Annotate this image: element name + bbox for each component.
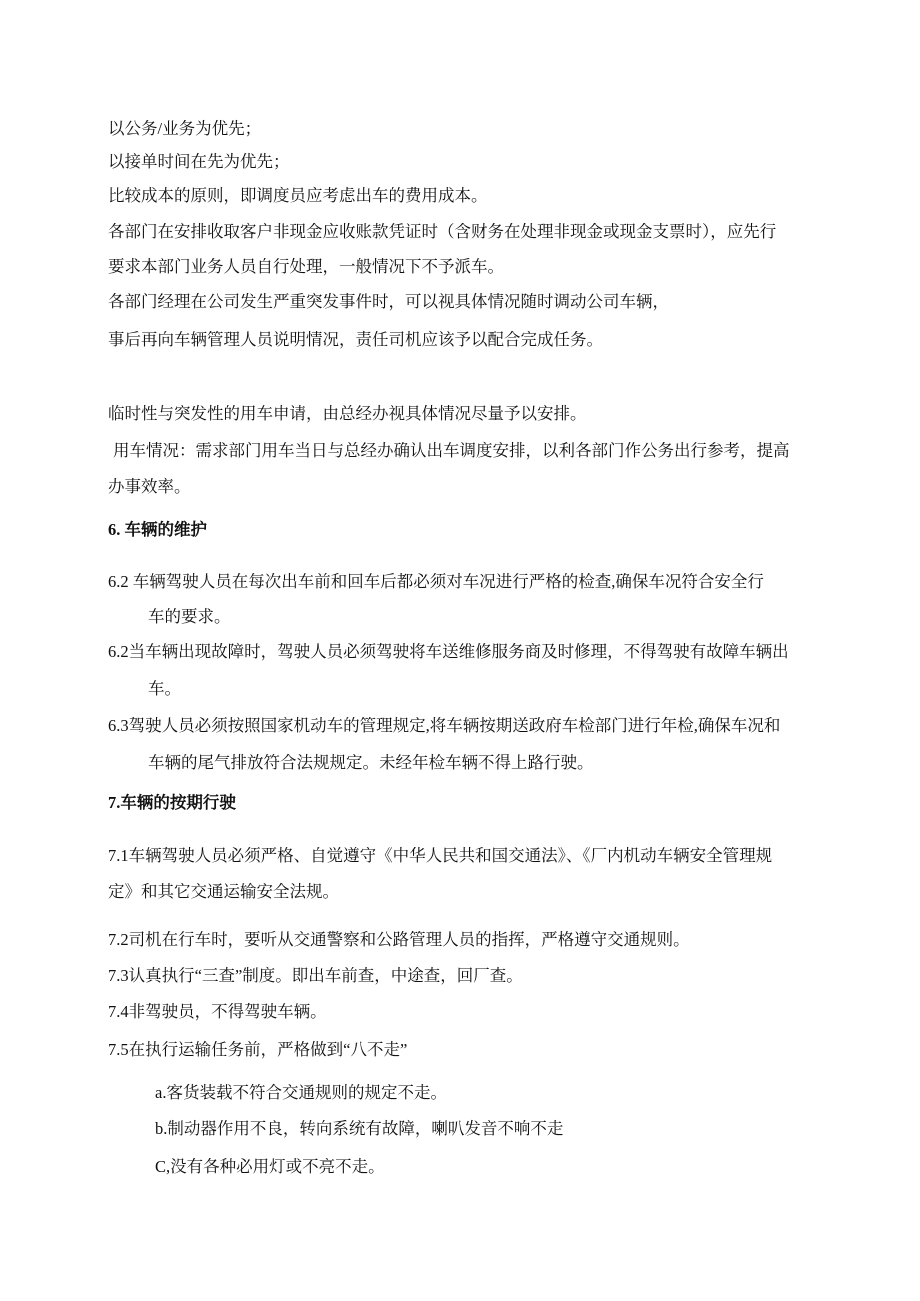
paragraph-line: 要求本部门业务人员自行处理，一般情况下不予派车。 (108, 257, 504, 276)
paragraph-line: 各部门在安排收取客户非现金应收账款凭证时（含财务在处理非现金或现金支票时），应先行 (108, 222, 777, 241)
paragraph-line: 用车情况：需求部门用车当日与总经办确认出车调度安排，以利各部门作公务出行参考，提高 (113, 441, 790, 460)
sub-item: a.客货装载不符合交通规则的规定不走。 (155, 1083, 447, 1102)
list-item: 7.5在执行运输任务前，严格做到“八不走” (108, 1040, 408, 1059)
list-item-continuation: 车辆的尾气排放符合法规规定。未经年检车辆不得上路行驶。 (148, 753, 594, 772)
list-item: 6.2 车辆驾驶人员在每次出车前和回车后都必须对车况进行严格的检查,确保车况符合安全行 (108, 572, 764, 591)
list-item: 7.2司机在行车时，要听从交通警察和公路管理人员的指挥，严格遵守交通规则。 (108, 930, 690, 949)
list-item: 7.4非驾驶员，不得驾驶车辆。 (108, 1002, 327, 1021)
paragraph-line: 以公务/业务为优先； (108, 119, 262, 138)
paragraph-line: 临时性与突发性的用车申请，由总经办视具体情况尽量予以安排。 (108, 404, 587, 423)
sub-item: b.制动器作用不良，转向系统有故障，喇叭发音不响不走 (155, 1119, 564, 1138)
paragraph-line: 办事效率。 (108, 477, 191, 496)
list-item: 7.1车辆驾驶人员必须严格、自觉遵守《中华人民共和国交通法》、《厂内机动车辆安全管理规 (108, 846, 773, 865)
sub-item: C,没有各种必用灯或不亮不走。 (155, 1157, 385, 1176)
list-item-continuation: 定》和其它交通运输安全法规。 (108, 882, 339, 901)
list-item-continuation: 车的要求。 (148, 607, 231, 626)
paragraph-line: 比较成本的原则，即调度员应考虑出车的费用成本。 (108, 186, 488, 205)
list-item: 6.2当车辆出现故障时，驾驶人员必须驾驶将车送维修服务商及时修理，不得驾驶有故障车辆出 (108, 642, 789, 661)
list-item: 6.3驾驶人员必须按照国家机动车的管理规定,将车辆按期送政府车检部门进行年检,确保车况和 (108, 716, 781, 735)
paragraph-line: 以接单时间在先为优先； (108, 152, 290, 171)
paragraph-line: 事后再向车辆管理人员说明情况，责任司机应该予以配合完成任务。 (108, 330, 603, 349)
section-heading: 7.车辆的按期行驶 (108, 793, 236, 812)
list-item: 7.3认真执行“三查”制度。即出车前查，中途查，回厂查。 (108, 966, 523, 985)
section-heading: 6. 车辆的维护 (108, 520, 207, 539)
list-item-continuation: 车。 (148, 679, 181, 698)
paragraph-line: 各部门经理在公司发生严重突发事件时，可以视具体情况随时调动公司车辆， (108, 292, 669, 311)
